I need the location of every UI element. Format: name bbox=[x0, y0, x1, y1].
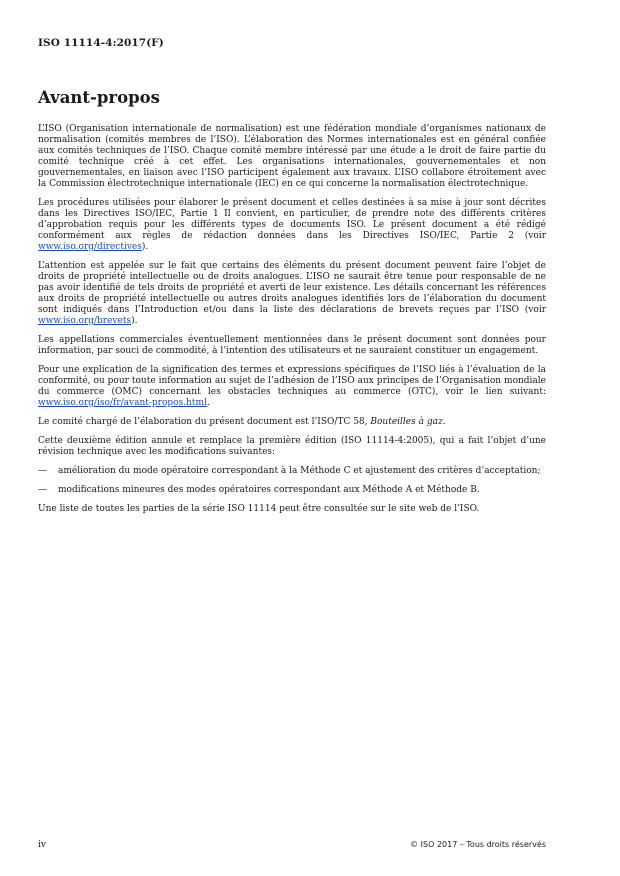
document-identifier: ISO 11114-4:2017(F) bbox=[38, 37, 164, 49]
paragraph-procedures-end: ). bbox=[141, 242, 149, 252]
copyright-notice: © ISO 2017 – Tous droits réservés bbox=[410, 840, 546, 849]
foreword-link[interactable]: www.iso.org/iso/fr/avant-propos.html bbox=[38, 398, 207, 408]
list-dash: — bbox=[38, 466, 47, 476]
paragraph-patents bbox=[38, 261, 546, 327]
paragraph-procedures bbox=[38, 198, 546, 253]
list-item bbox=[38, 466, 546, 477]
paragraph-patents-text: L’attention est appelée sur le fait que certains des éléments du présent document peuvent faire l’objet de droits de propriété intellectuelle ou de droits analogues. L’ISO ne saurait être tenue pour responsable de ne pas avoir identifié de tels droits de propriété et averti de leur existence. Les détails concernant les références aux droits de propriété intellectuelle ou autres droits analogues identifiés lors de l’élaboration du document sont indiqués dans l’Introduction et/ou dans la liste des déclarations de brevets reçues par l’ISO (voir bbox=[38, 261, 546, 315]
foreword-body bbox=[38, 124, 546, 523]
list-item-text: amélioration du mode opératoire correspondant à la Méthode C et ajustement des critères d’acceptation; bbox=[58, 466, 541, 476]
paragraph-iso-organisation: L’ISO (Organisation internationale de normalisation) est une fédération mondiale d’organismes nationaux de normalisation (comités membres de l’ISO). L’élaboration des Normes internationales est en général confiée aux comités techniques de l’ISO. Chaque comité membre intéressé par une étude a le droit de faire partie du comité technique créé à cet effet. Les organisations internationales, gouvernementales et non gouvernementales, en liaison avec l’ISO participent également aux travaux. L’ISO collabore étroitement avec la Commission électrotechnique internationale (IEC) en ce qui concerne la normalisation électrotechnique. bbox=[38, 124, 546, 189]
paragraph-series: Une liste de toutes les parties de la série ISO 11114 peut être consultée sur le site web de l’ISO. bbox=[38, 504, 480, 514]
list-dash: — bbox=[38, 485, 47, 495]
committee-name: Bouteilles à gaz bbox=[370, 417, 443, 427]
paragraph-conformity bbox=[38, 365, 546, 409]
paragraph-edition: Cette deuxième édition annule et remplace la première édition (ISO 11114-4:2005), qui a fait l’objet d’une révision technique avec les modifications suivantes: bbox=[38, 436, 546, 457]
list-item-text: modifications mineures des modes opératoires correspondant aux Méthode A et Méthode B. bbox=[58, 485, 480, 495]
paragraph-procedures-text: Les procédures utilisées pour élaborer le présent document et celles destinées à sa mise à jour sont décrites dans les Directives ISO/IEC, Partie 1 Il convient, en particulier, de prendre note des différents critères d’approbation requis pour les différents types de documents ISO. Le présent document a été rédigé conformément aux règles de rédaction données dans les Directives ISO/IEC, Partie 2 (voir bbox=[38, 198, 546, 241]
paragraph-trade-names: Les appellations commerciales éventuellement mentionnées dans le présent document sont données pour information, par souci de commodité, à l’intention des utilisateurs et ne sauraient constituer un engagement. bbox=[38, 335, 546, 356]
list-item bbox=[38, 485, 546, 496]
paragraph-conformity-text: Pour une explication de la signification des termes et expressions spécifiques de l’ISO liés à l’évaluation de la conformité, ou pour toute information au sujet de l’adhésion de l’ISO aux principes de l’Organisation mondiale du commerce (OMC) concernant les obstacles techniques au commerce (OTC), voir le lien suivant: bbox=[38, 365, 546, 397]
page-title: Avant-propos bbox=[38, 88, 160, 107]
patents-link[interactable]: www.iso.org/brevets bbox=[38, 316, 132, 326]
paragraph-committee-end: . bbox=[442, 417, 446, 427]
paragraph-committee-text: Le comité chargé de l’élaboration du présent document est l’ISO/TC 58, bbox=[38, 417, 371, 427]
directives-link[interactable]: www.iso.org/directives bbox=[38, 242, 142, 252]
page-number: iv bbox=[38, 840, 46, 850]
paragraph-conformity-end: . bbox=[206, 398, 210, 408]
paragraph-patents-end: ). bbox=[131, 316, 138, 326]
paragraph-committee bbox=[38, 417, 546, 428]
